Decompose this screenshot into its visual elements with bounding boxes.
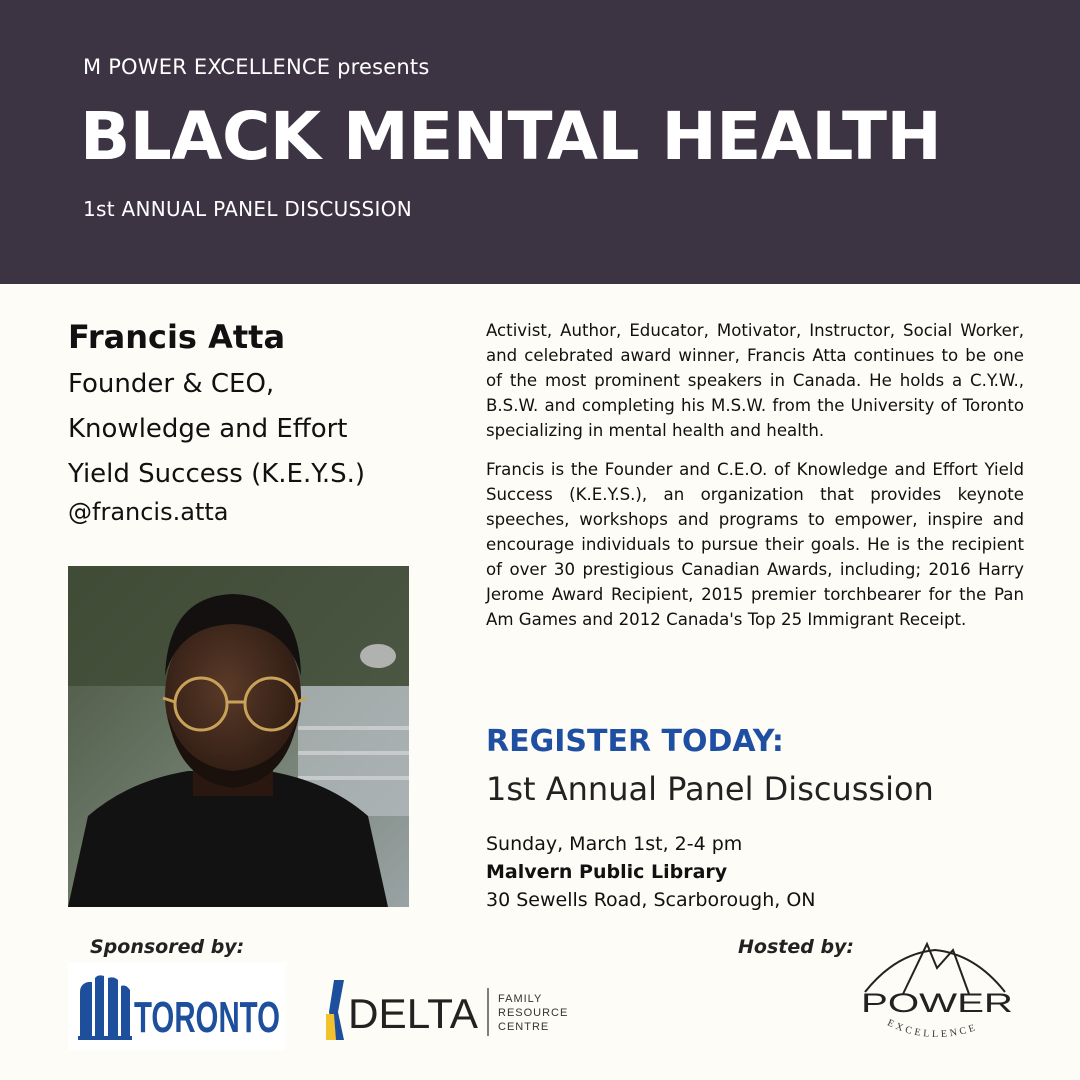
presenter-text: M POWER EXCELLENCE presents: [83, 55, 430, 79]
delta-subtext: RESOURCE: [498, 1007, 569, 1019]
header-banner: [0, 0, 1080, 284]
speaker-bio: [486, 318, 1024, 646]
sponsored-label: Sponsored by:: [90, 936, 245, 958]
register-heading: REGISTER TODAY:: [486, 724, 784, 759]
speaker-photo: [68, 566, 409, 907]
event-date-time: Sunday, March 1st, 2-4 pm: [486, 833, 743, 855]
speaker-role-line: Founder & CEO,: [68, 369, 275, 399]
speaker-role-line: Yield Success (K.E.Y.S.): [68, 459, 366, 489]
speaker-handle: @francis.atta: [68, 498, 229, 526]
sponsor-delta-text: DELTA: [348, 990, 478, 1037]
event-details: [486, 830, 816, 914]
toronto-logo: [68, 962, 286, 1050]
city-hall-icon: [78, 975, 132, 1040]
power-excellence-logo: [845, 936, 1025, 1060]
page-title: BLACK MENTAL HEALTH: [80, 98, 942, 175]
sponsor-toronto-text: TORONTO: [134, 993, 280, 1042]
delta-subtext: FAMILY: [498, 993, 543, 1005]
event-venue: Malvern Public Library: [486, 861, 728, 883]
mountain-peaks-icon: [865, 944, 1005, 994]
speaker-name: Francis Atta: [68, 318, 286, 356]
event-address: 30 Sewells Road, Scarborough, ON: [486, 889, 816, 911]
bio-paragraph: Francis is the Founder and C.E.O. of Knowledge and Effort Yield Success (K.E.Y.S.), an organization that provides keynote speeches, workshops and programs to empower, inspire and encourage individuals to pursue their goals. He is the recipient of over 30 prestigious Canadian Awards, including; 2016 Harry Jerome Award Recipient, 2015 premier torchbearer for the Pan Am Games and 2012 Canada's Top 25 Immigrant Receipt.: [486, 460, 1024, 629]
event-title: 1st Annual Panel Discussion: [486, 770, 934, 808]
speaker-role-line: Knowledge and Effort: [68, 414, 348, 444]
host-power-text: POWER: [861, 988, 1013, 1018]
page-subtitle: 1st ANNUAL PANEL DISCUSSION: [83, 197, 413, 221]
delta-mark-icon: [326, 980, 344, 1040]
host-excellence-text: EXCELLENCE: [885, 1017, 980, 1041]
speaker-role: [68, 362, 448, 497]
delta-logo: [312, 962, 602, 1050]
delta-subtext: CENTRE: [498, 1021, 550, 1033]
bio-paragraph: Activist, Author, Educator, Motivator, Instructor, Social Worker, and celebrated award winner, Francis Atta continues to be one of the most prominent speakers in Canada. He holds a C.Y.W., B.S.W. and completing his M.S.W. from the University of Toronto specializing in mental health and health.: [486, 321, 1024, 440]
hosted-label: Hosted by:: [738, 936, 855, 958]
svg-text:EXCELLENCE: [885, 1017, 979, 1040]
